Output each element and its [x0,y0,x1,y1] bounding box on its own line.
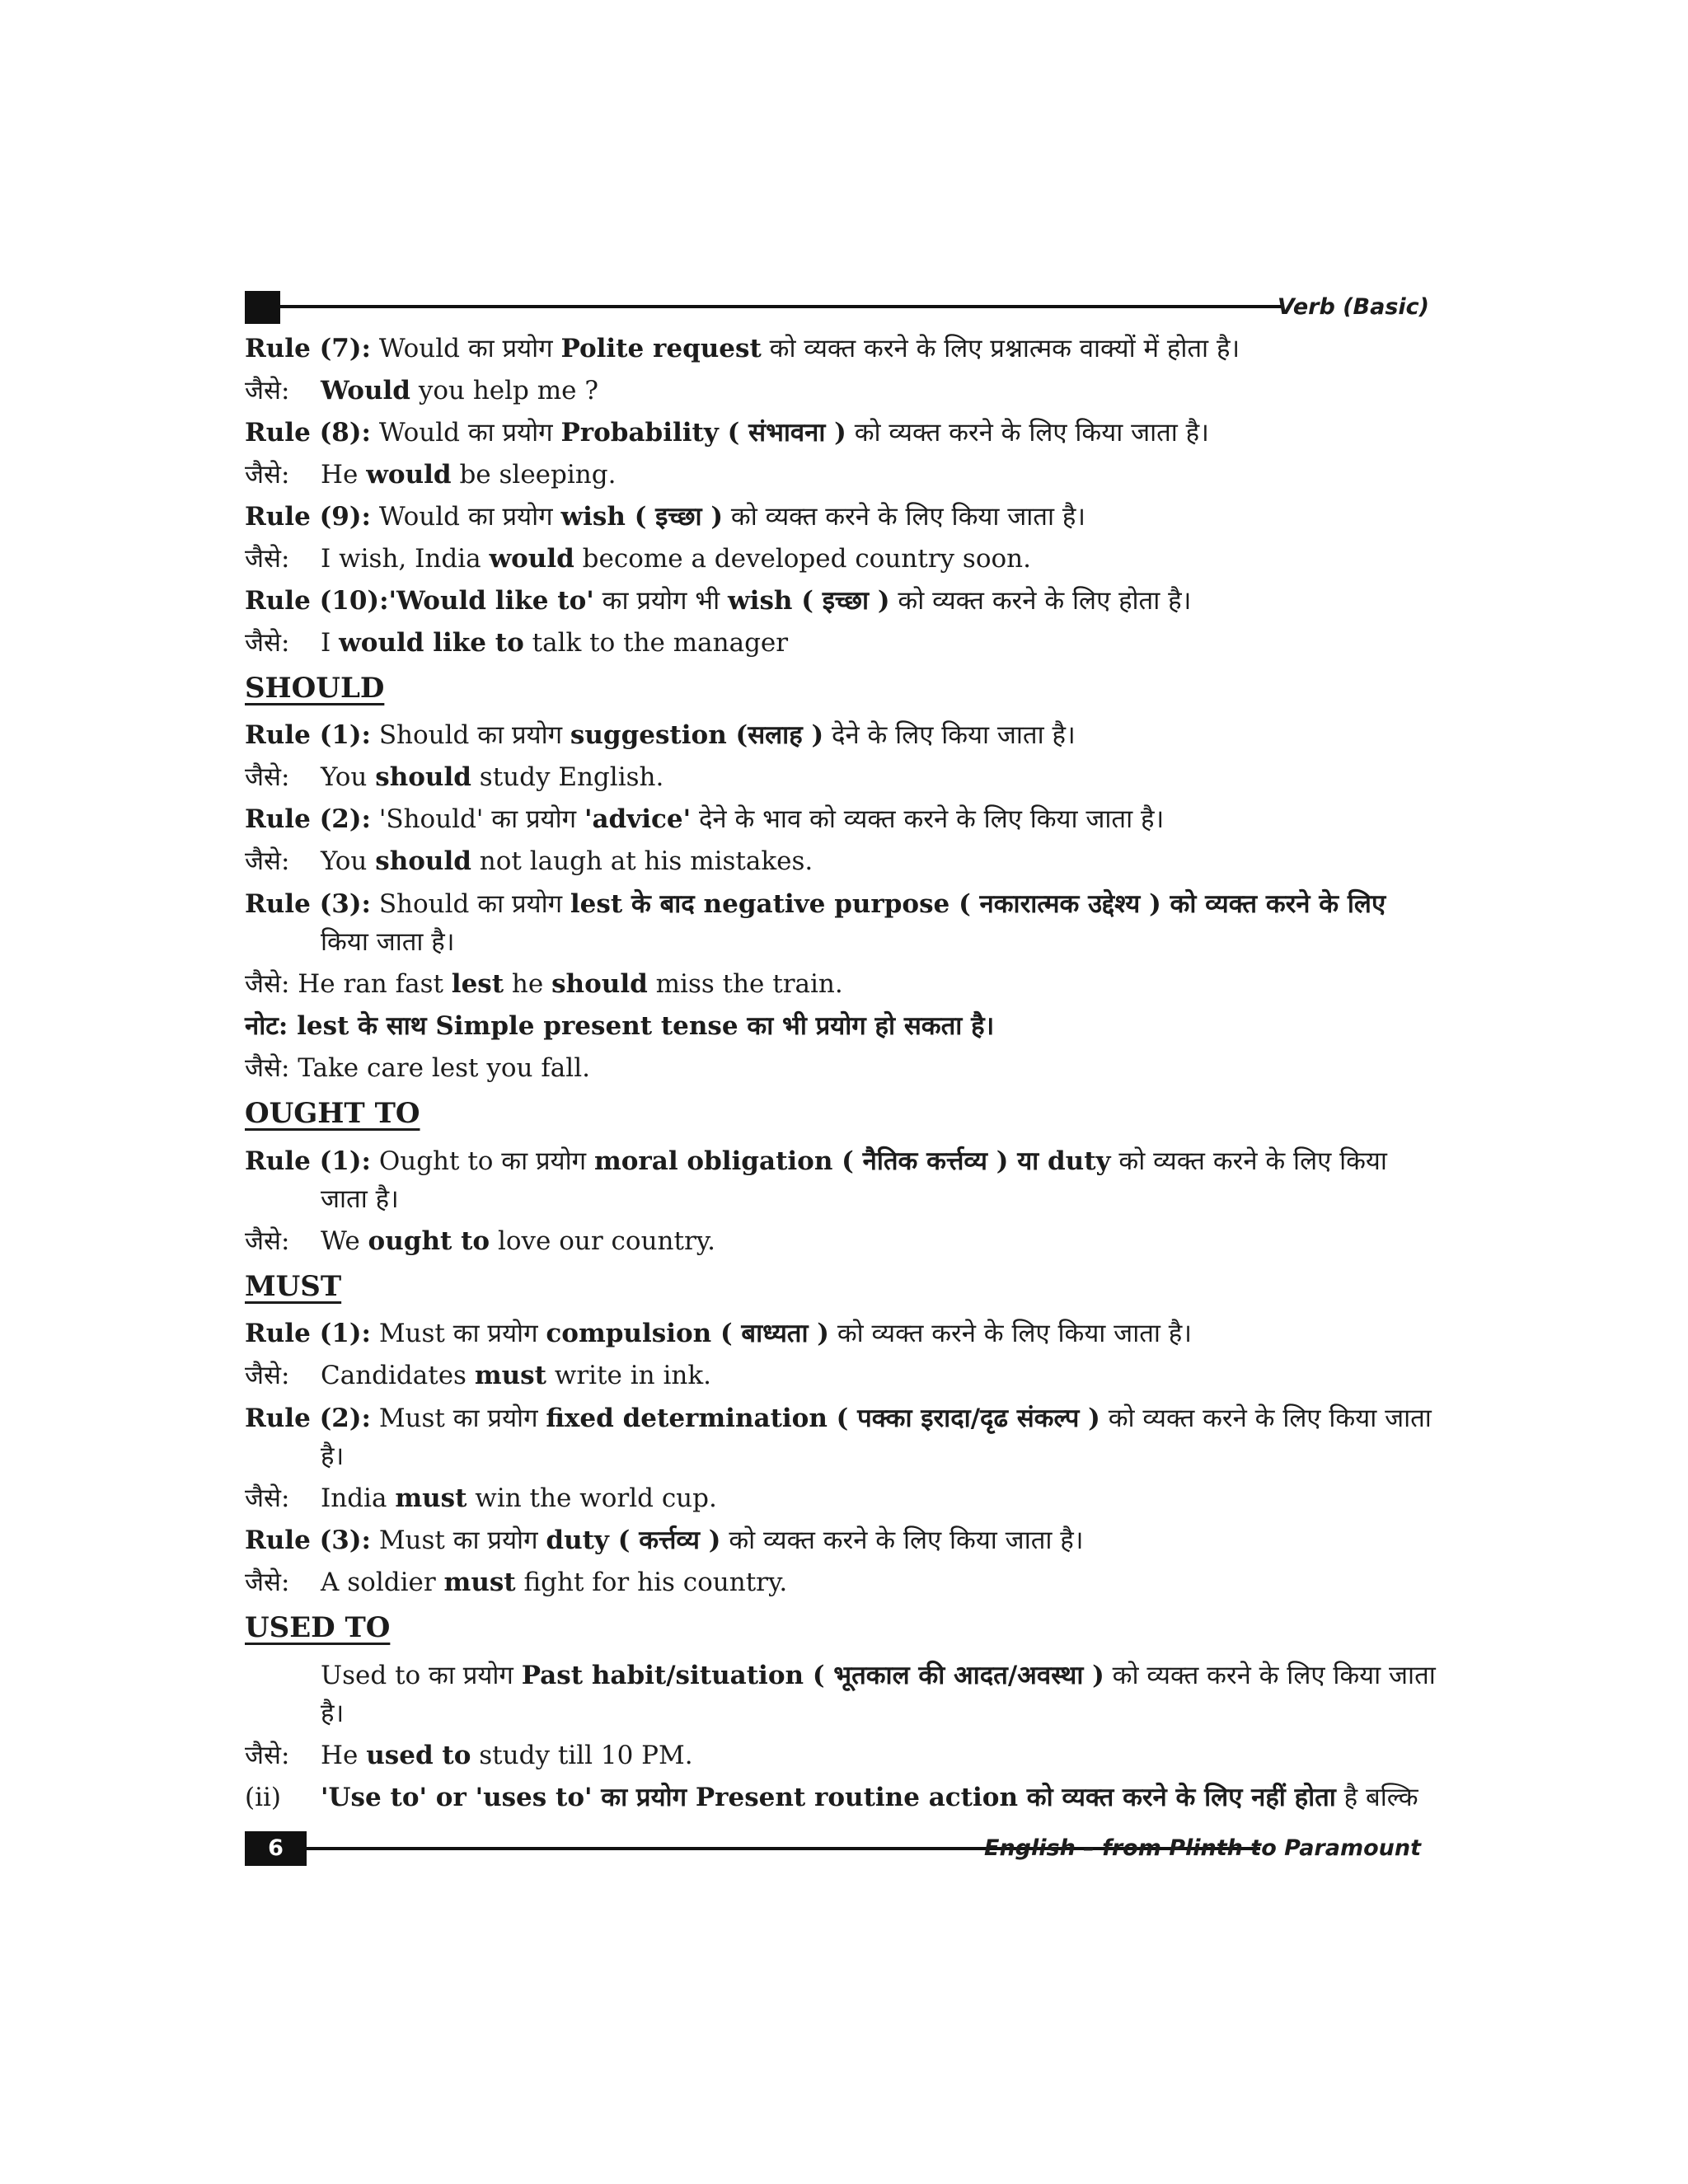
page-footer [245,1831,1429,1866]
rule-line: Rule (2): 'Should' का प्रयोग 'advice' देने के भाव को व्यक्त करने के लिए किया जाता है। [245,804,1165,834]
rule-line: Rule (1): Should का प्रयोग suggestion (सलाह ) देने के लिए किया जाता है। [245,720,1076,750]
example-line: जैसे: He ran fast lest he should miss the train. [245,969,843,999]
example-line: जैसे: You should study English. [245,762,664,792]
example-line: जैसे: I wish, India would become a developed country soon. [245,544,1031,574]
rule-line: Rule (7): Would का प्रयोग Polite request को व्यक्त करने के लिए प्रश्नात्मक वाक्यों में होता है। [245,334,1240,363]
example-line: जैसे: India must win the world cup. [245,1483,717,1513]
rule-line: Rule (3): Should का प्रयोग lest के बाद negative purpose ( नकारात्मक उद्देश्य ) को व्यक्त करने के लिए किया जाता है। [245,889,1386,957]
example-line: जैसे: Candidates must write in ink. [245,1361,711,1390]
note-line: नोट: lest के साथ Simple present tense का भी प्रयोग हो सकता है। [245,1011,995,1041]
rule-line: Rule (1): Ought to का प्रयोग moral obligation ( नैतिक कर्त्तव्य ) या duty को व्यक्त करने के लिए किया जाता है। [245,1146,1387,1214]
rule-line: Rule (10):'Would like to' का प्रयोग भी wish ( इच्छा ) को व्यक्त करने के लिए होता है। [245,586,1192,616]
section-title: Verb (Basic) [1277,294,1429,320]
rule-line: Rule (3): Must का प्रयोग duty ( कर्त्तव्य ) को व्यक्त करने के लिए किया जाता है। [245,1526,1084,1555]
example-line: जैसे: You should not laugh at his mistakes. [245,846,814,876]
example-line: जैसे: Would you help me ? [245,376,598,405]
page-header [245,291,1429,324]
header-block-mark [245,291,280,324]
rule-line: Rule (1): Must का प्रयोग compulsion ( बाध्यता ) को व्यक्त करने के लिए किया जाता है। [245,1319,1192,1348]
example-line: जैसे: He used to study till 10 PM. [245,1741,693,1770]
rule-line: Rule (2): Must का प्रयोग fixed determination ( पक्का इरादा/दृढ संकल्प ) को व्यक्त करने के लिए किया जाता है। [245,1404,1432,1471]
example-line: जैसे: Take care lest you fall. [245,1053,590,1083]
rule-line: Rule (9): Would का प्रयोग wish ( इच्छा ) को व्यक्त करने के लिए किया जाता है। [245,502,1086,532]
book-title: English – from Plinth to Paramount [984,1835,1421,1861]
example-line: जैसे: We ought to love our country. [245,1226,716,1256]
heading-ought-to: OUGHT TO [245,1097,420,1130]
rule-line: Used to का प्रयोग Past habit/situation ( भूतकाल की आदत/अवस्था ) को व्यक्त करने के लिए किया जाता है। [321,1661,1436,1728]
example-line: जैसे: I would like to talk to the manager [245,628,789,658]
example-line: जैसे: A soldier must fight for his country. [245,1568,788,1597]
example-line: जैसे: He would be sleeping. [245,460,617,490]
heading-used-to: USED TO [245,1611,391,1644]
heading-must: MUST [245,1270,342,1303]
header-rule [280,305,1283,308]
page-number: 6 [245,1831,307,1866]
page-content [245,328,1436,1819]
rule-line: (ii) 'Use to' or 'uses to' का प्रयोग Present routine action को व्यक्त करने के लिए नहीं होता है बल्कि [245,1783,1418,1812]
rule-line: Rule (8): Would का प्रयोग Probability ( संभावना ) को व्यक्त करने के लिए किया जाता है। [245,418,1209,448]
heading-should: SHOULD [245,672,385,705]
